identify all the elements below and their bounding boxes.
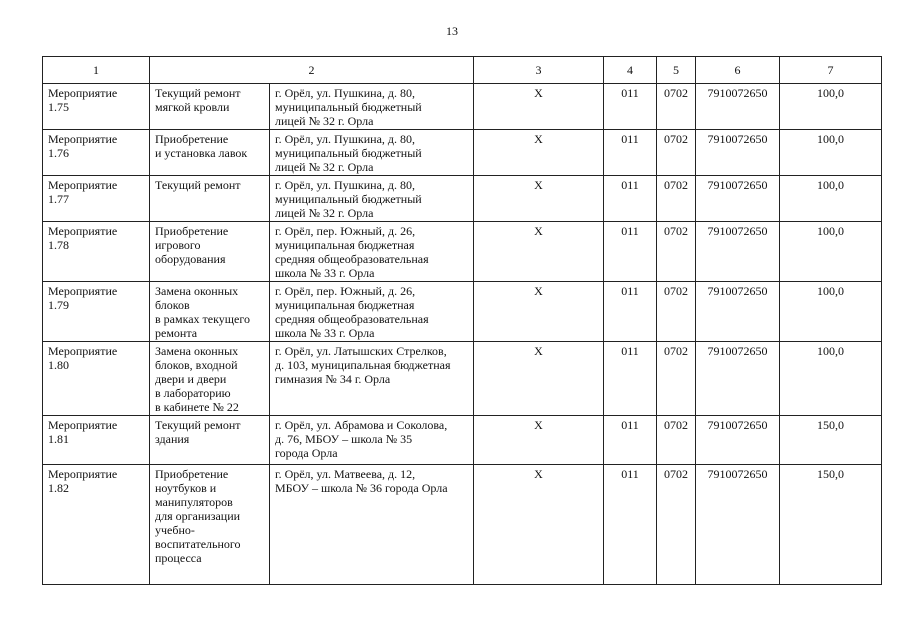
address-cell: г. Орёл, ул. Латышских Стрелков, д. 103, муниципальная бюджетная гимназия № 34 г. Орла xyxy=(270,342,474,416)
col6-cell: 7910072650 xyxy=(696,465,780,585)
col3-cell: X xyxy=(474,342,604,416)
page-number: 13 xyxy=(446,24,458,38)
table-row xyxy=(43,130,882,176)
col7-cell: 100,0 xyxy=(780,130,882,176)
col4-cell: 011 xyxy=(604,416,657,465)
header-col-1: 1 xyxy=(43,57,150,84)
col5-cell: 0702 xyxy=(657,416,696,465)
name-cell: Замена оконных блоков в рамках текущего ремонта xyxy=(150,282,270,342)
table-row xyxy=(43,176,882,222)
header-col-6: 6 xyxy=(696,57,780,84)
address-cell: г. Орёл, пер. Южный, д. 26, муниципальная бюджетная средняя общеобразовательная школа № 33 г. Орла xyxy=(270,282,474,342)
col7-cell: 100,0 xyxy=(780,222,882,282)
col7-cell: 100,0 xyxy=(780,342,882,416)
col4-cell: 011 xyxy=(604,282,657,342)
col4-cell: 011 xyxy=(604,222,657,282)
header-col-2: 2 xyxy=(150,57,474,84)
col3-cell: X xyxy=(474,222,604,282)
address-cell: г. Орёл, пер. Южный, д. 26, муниципальная бюджетная средняя общеобразовательная школа № 33 г. Орла xyxy=(270,222,474,282)
col6-cell: 7910072650 xyxy=(696,342,780,416)
table-row xyxy=(43,465,882,585)
address-cell: г. Орёл, ул. Абрамова и Соколова, д. 76, МБОУ – школа № 35 города Орла xyxy=(270,416,474,465)
col5-cell: 0702 xyxy=(657,130,696,176)
header-col-7: 7 xyxy=(780,57,882,84)
col3-cell: X xyxy=(474,84,604,130)
col5-cell: 0702 xyxy=(657,282,696,342)
name-cell: Приобретение игрового оборудования xyxy=(150,222,270,282)
col6-cell: 7910072650 xyxy=(696,416,780,465)
table-row xyxy=(43,342,882,416)
name-cell: Приобретение и установка лавок xyxy=(150,130,270,176)
col5-cell: 0702 xyxy=(657,342,696,416)
table-header-row xyxy=(43,57,882,84)
col6-cell: 7910072650 xyxy=(696,176,780,222)
col5-cell: 0702 xyxy=(657,176,696,222)
event-cell: Мероприятие 1.78 xyxy=(43,222,150,282)
address-cell: г. Орёл, ул. Пушкина, д. 80, муниципальный бюджетный лицей № 32 г. Орла xyxy=(270,130,474,176)
col3-cell: X xyxy=(474,282,604,342)
events-table xyxy=(42,56,882,585)
col3-cell: X xyxy=(474,416,604,465)
col4-cell: 011 xyxy=(604,84,657,130)
col4-cell: 011 xyxy=(604,342,657,416)
table-row xyxy=(43,282,882,342)
name-cell: Текущий ремонт здания xyxy=(150,416,270,465)
col5-cell: 0702 xyxy=(657,84,696,130)
address-cell: г. Орёл, ул. Матвеева, д. 12, МБОУ – школа № 36 города Орла xyxy=(270,465,474,585)
col7-cell: 150,0 xyxy=(780,416,882,465)
header-col-4: 4 xyxy=(604,57,657,84)
col3-cell: X xyxy=(474,176,604,222)
table-row xyxy=(43,84,882,130)
col7-cell: 100,0 xyxy=(780,176,882,222)
event-cell: Мероприятие 1.80 xyxy=(43,342,150,416)
name-cell: Замена оконных блоков, входной двери и двери в лабораторию в кабинете № 22 xyxy=(150,342,270,416)
address-cell: г. Орёл, ул. Пушкина, д. 80, муниципальный бюджетный лицей № 32 г. Орла xyxy=(270,176,474,222)
name-cell: Текущий ремонт xyxy=(150,176,270,222)
header-col-3: 3 xyxy=(474,57,604,84)
col5-cell: 0702 xyxy=(657,222,696,282)
col3-cell: X xyxy=(474,465,604,585)
event-cell: Мероприятие 1.81 xyxy=(43,416,150,465)
table-row xyxy=(43,416,882,465)
col4-cell: 011 xyxy=(604,130,657,176)
col7-cell: 100,0 xyxy=(780,282,882,342)
address-cell: г. Орёл, ул. Пушкина, д. 80, муниципальный бюджетный лицей № 32 г. Орла xyxy=(270,84,474,130)
col5-cell: 0702 xyxy=(657,465,696,585)
col6-cell: 7910072650 xyxy=(696,282,780,342)
col6-cell: 7910072650 xyxy=(696,84,780,130)
col6-cell: 7910072650 xyxy=(696,130,780,176)
col7-cell: 150,0 xyxy=(780,465,882,585)
name-cell: Приобретение ноутбуков и манипуляторов для организации учебно- воспитательного процесса xyxy=(150,465,270,585)
col4-cell: 011 xyxy=(604,465,657,585)
header-col-5: 5 xyxy=(657,57,696,84)
col7-cell: 100,0 xyxy=(780,84,882,130)
event-cell: Мероприятие 1.79 xyxy=(43,282,150,342)
table-row xyxy=(43,222,882,282)
col4-cell: 011 xyxy=(604,176,657,222)
event-cell: Мероприятие 1.76 xyxy=(43,130,150,176)
name-cell: Текущий ремонт мягкой кровли xyxy=(150,84,270,130)
event-cell: Мероприятие 1.77 xyxy=(43,176,150,222)
event-cell: Мероприятие 1.75 xyxy=(43,84,150,130)
event-cell: Мероприятие 1.82 xyxy=(43,465,150,585)
col6-cell: 7910072650 xyxy=(696,222,780,282)
col3-cell: X xyxy=(474,130,604,176)
